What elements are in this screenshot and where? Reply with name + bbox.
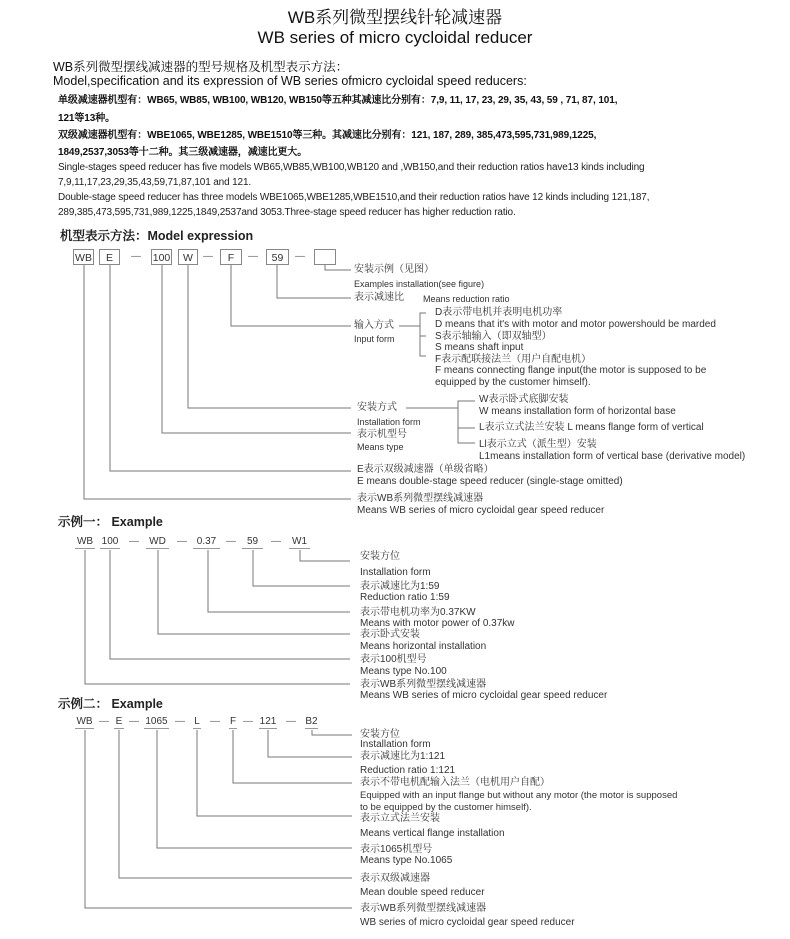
intro-heading-cn: WB系列微型摆线减速器的型号规格及机型表示方法： bbox=[53, 60, 349, 74]
dash: — bbox=[286, 716, 296, 727]
title-cn: WB系列微型摆线针轮减速器 bbox=[287, 8, 503, 27]
label: Mean double speed reducer bbox=[360, 887, 485, 898]
label: 表示减速比为1:121 bbox=[360, 751, 446, 762]
code-100: 100 bbox=[101, 536, 119, 547]
dash: — bbox=[203, 251, 213, 262]
label: 安装方位 bbox=[360, 551, 400, 562]
dash: — bbox=[226, 536, 236, 547]
dash: — bbox=[129, 716, 139, 727]
label: 安装方式 bbox=[357, 402, 397, 413]
label: 表示WB系列微型摆线减速器 bbox=[360, 679, 487, 690]
code-59: 59 bbox=[242, 536, 263, 549]
label: Means reduction ratio bbox=[423, 294, 510, 304]
code-box-empty bbox=[314, 249, 336, 265]
dash: — bbox=[295, 251, 305, 262]
label: Means horizontal installation bbox=[360, 641, 487, 652]
label: Ll表示立式（派生型）安装 bbox=[479, 439, 597, 450]
code-e: E bbox=[115, 716, 123, 727]
intro-line: 289,385,473,595,731,989,1225,1849,2537and 3053.Three-stage speed reducer has higher reduction ratio. bbox=[58, 207, 516, 218]
intro-line: 1849,2537,3053等十二种。其三级减速器，减速比更大。 bbox=[58, 147, 308, 158]
code-box-wb: WB bbox=[73, 249, 94, 265]
dash: — bbox=[177, 536, 187, 547]
code-box-w: W bbox=[178, 249, 198, 265]
dash: — bbox=[131, 251, 141, 262]
dash: — bbox=[175, 716, 185, 727]
dash: — bbox=[271, 536, 281, 547]
intro-line: 7,9,11,17,23,29,35,43,59,71,87,101 and 121. bbox=[58, 177, 251, 188]
label: 输入方式 bbox=[354, 320, 394, 331]
label: 表示立式法兰安装 bbox=[360, 813, 440, 824]
label: WB series of micro cycloidal gear speed reducer bbox=[360, 917, 575, 928]
label: 表示双级减速器 bbox=[360, 873, 430, 884]
label: Means vertical flange installation bbox=[360, 828, 505, 839]
example1-heading: 示例一： Example bbox=[58, 515, 163, 529]
label: Reduction ratio 1:59 bbox=[360, 592, 450, 603]
intro-line: Single-stages speed reducer has five models WB65,WB85,WB100,WB120 and ,WB150,and their reduction ratios have13 kinds including bbox=[58, 162, 645, 173]
code-121: 121 bbox=[259, 716, 277, 727]
code-wd: WD bbox=[146, 536, 169, 549]
code-wb: WB bbox=[76, 716, 93, 727]
label: 安装示例（见图） bbox=[354, 264, 434, 275]
dash: — bbox=[210, 716, 220, 727]
label: Reduction ratio 1:121 bbox=[360, 765, 456, 776]
label: Means with motor power of 0.37kw bbox=[360, 618, 515, 629]
label: 安装方位 bbox=[360, 729, 400, 740]
example2-heading: 示例二： Example bbox=[58, 697, 163, 711]
label: W表示卧式底脚安装 bbox=[479, 394, 569, 405]
code-w1: W1 bbox=[289, 536, 310, 549]
label: S表示轴输入（即双轴型） bbox=[435, 331, 552, 342]
label: equipped by the customer himself). bbox=[435, 377, 591, 388]
label: 表示卧式安装 bbox=[360, 629, 420, 640]
intro-line: Double-stage speed reducer has three models WBE1065,WBE1285,WBE1510,and their reduction ratios have 12 kinds including 121,187, bbox=[58, 192, 650, 203]
label: F means connecting flange input(the motor is supposed to be bbox=[435, 365, 707, 376]
intro-heading-en: Model,specification and its expression of WB series ofmicro cycloidal speed reducers: bbox=[53, 74, 527, 88]
intro-line: 单级减速器机型有：WB65, WB85, WB100, WB120, WB150等五种其减速比分别有：7,9, 11, 17, 23, 29, 35, 43, 59 , 71, 87, 101, bbox=[58, 95, 618, 106]
code-0-37: 0.37 bbox=[193, 536, 220, 549]
label: Means type No.100 bbox=[360, 666, 447, 677]
label: E表示双级减速器（单级省略） bbox=[357, 464, 494, 475]
dash: — bbox=[248, 251, 258, 262]
label: 表示WB系列微型摆线减速器 bbox=[360, 903, 487, 914]
dash: — bbox=[129, 536, 139, 547]
label: 表示100机型号 bbox=[360, 654, 427, 665]
label: Means WB series of micro cycloidal gear speed reducer bbox=[360, 690, 608, 701]
intro-line: 121等13种。 bbox=[58, 113, 116, 124]
label: E means double-stage speed reducer (single-stage omitted) bbox=[357, 476, 623, 487]
code-b2: B2 bbox=[305, 716, 318, 727]
label: Input form bbox=[354, 334, 395, 344]
code-box-f: F bbox=[220, 249, 242, 265]
title-en: WB series of micro cycloidal reducer bbox=[257, 28, 533, 47]
code-box-100: 100 bbox=[151, 249, 172, 265]
dash: — bbox=[99, 716, 109, 727]
label: to be equipped by the customer himself). bbox=[360, 802, 532, 813]
label: Means type No.1065 bbox=[360, 855, 453, 866]
label: Installation form bbox=[357, 417, 421, 427]
label: 表示不带电机配输入法兰（电机用户自配） bbox=[360, 777, 550, 788]
label: F表示配联接法兰（用户自配电机） bbox=[435, 354, 592, 365]
code-1065: 1065 bbox=[145, 716, 168, 727]
label: D表示带电机并表明电机功率 bbox=[435, 307, 563, 318]
label: S means shaft input bbox=[435, 342, 524, 353]
label: 表示带电机功率为0.37KW bbox=[360, 607, 476, 618]
label: 表示WB系列微型摆线减速器 bbox=[357, 493, 484, 504]
label: W means installation form of horizontal base bbox=[479, 406, 676, 417]
label: 表示减速比为1:59 bbox=[360, 581, 440, 592]
label: Installation form bbox=[360, 567, 431, 578]
code-box-e: E bbox=[99, 249, 120, 265]
label: Examples installation(see figure) bbox=[354, 279, 485, 289]
label: D means that it's with motor and motor powershould be marded bbox=[435, 319, 716, 330]
label: Installation form bbox=[360, 739, 431, 750]
code-box-59: 59 bbox=[266, 249, 289, 265]
label: L表示立式法兰安装 L means flange form of vertical bbox=[479, 422, 704, 433]
intro-line: 双级减速器机型有：WBE1065, WBE1285, WBE1510等三种。其减速比分别有：121, 187, 289, 385,473,595,731,989,1225, bbox=[58, 130, 597, 141]
code-l: L bbox=[194, 716, 200, 727]
label: Equipped with an input flange but without any motor (the motor is supposed bbox=[360, 790, 678, 801]
model-expression-heading: 机型表示方法：Model expression bbox=[60, 229, 254, 243]
code-wb: WB bbox=[76, 536, 94, 547]
label: Means WB series of micro cycloidal gear speed reducer bbox=[357, 505, 605, 516]
label: L1means installation form of vertical base (derivative model) bbox=[479, 451, 746, 462]
label: 表示1065机型号 bbox=[360, 844, 433, 855]
dash: — bbox=[243, 716, 253, 727]
label: 表示机型号 bbox=[357, 429, 407, 440]
label: Means type bbox=[357, 442, 404, 452]
code-f: F bbox=[229, 716, 237, 727]
label: 表示减速比 bbox=[354, 292, 404, 303]
